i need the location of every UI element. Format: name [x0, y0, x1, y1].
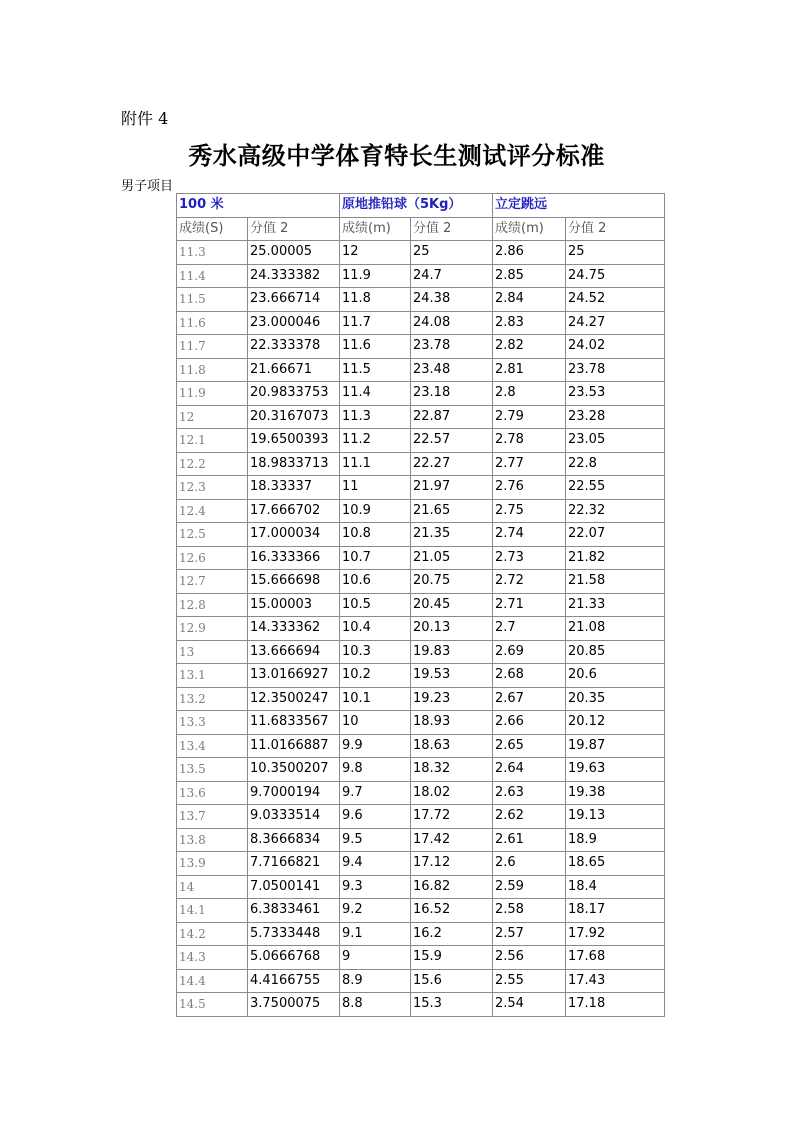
table-cell: 2.54: [493, 993, 566, 1017]
page-title: 秀水高级中学体育特长生测试评分标准: [188, 142, 605, 170]
table-cell: 2.79: [493, 405, 566, 429]
table-cell: 10.2: [340, 664, 411, 688]
table-cell: 11.9: [177, 382, 248, 406]
table-row: [177, 264, 665, 288]
table-cell: 22.55: [566, 476, 665, 500]
table-cell: 18.63: [411, 734, 493, 758]
table-cell: 20.13: [411, 617, 493, 641]
subheader-cell: 成绩(S): [177, 217, 248, 241]
table-cell: 11.6: [177, 311, 248, 335]
table-cell: 2.62: [493, 805, 566, 829]
table-cell: 24.27: [566, 311, 665, 335]
table-cell: 18.02: [411, 781, 493, 805]
table-cell: 11.4: [177, 264, 248, 288]
table-cell: 8.3666834: [248, 828, 340, 852]
group-header-shot-put: 原地推铅球（5Kg）: [340, 194, 493, 218]
table-cell: 3.7500075: [248, 993, 340, 1017]
table-cell: 2.66: [493, 711, 566, 735]
table-cell: 2.59: [493, 875, 566, 899]
table-row: [177, 593, 665, 617]
table-cell: 15.3: [411, 993, 493, 1017]
table-cell: 13.7: [177, 805, 248, 829]
table-cell: 21.58: [566, 570, 665, 594]
table-cell: 11.3: [177, 241, 248, 265]
table-cell: 18.32: [411, 758, 493, 782]
table-cell: 4.4166755: [248, 969, 340, 993]
table-row: [177, 452, 665, 476]
subheader-cell: 分值 2: [411, 217, 493, 241]
table-cell: 2.65: [493, 734, 566, 758]
section-label: 男子项目: [121, 179, 174, 194]
table-cell: 14.1: [177, 899, 248, 923]
table-cell: 21.08: [566, 617, 665, 641]
table-cell: 25.00005: [248, 241, 340, 265]
table-cell: 11.7: [177, 335, 248, 359]
table-cell: 22.57: [411, 429, 493, 453]
table-cell: 10.7: [340, 546, 411, 570]
table-cell: 12.6: [177, 546, 248, 570]
table-cell: 23.48: [411, 358, 493, 382]
table-cell: 17.92: [566, 922, 665, 946]
table-cell: 19.6500393: [248, 429, 340, 453]
table-cell: 21.33: [566, 593, 665, 617]
table-row: [177, 899, 665, 923]
table-cell: 20.6: [566, 664, 665, 688]
table-cell: 2.73: [493, 546, 566, 570]
table-cell: 22.87: [411, 405, 493, 429]
table-cell: 16.52: [411, 899, 493, 923]
subheader-cell: 成绩(m): [493, 217, 566, 241]
table-cell: 9.4: [340, 852, 411, 876]
table-cell: 16.333366: [248, 546, 340, 570]
table-cell: 17.43: [566, 969, 665, 993]
table-cell: 2.67: [493, 687, 566, 711]
table-cell: 17.68: [566, 946, 665, 970]
table-cell: 13.5: [177, 758, 248, 782]
table-row: [177, 664, 665, 688]
table-cell: 17.18: [566, 993, 665, 1017]
table-cell: 21.35: [411, 523, 493, 547]
table-cell: 23.18: [411, 382, 493, 406]
table-cell: 19.63: [566, 758, 665, 782]
table-cell: 13.2: [177, 687, 248, 711]
table-cell: 13.9: [177, 852, 248, 876]
table-cell: 12.4: [177, 499, 248, 523]
table-cell: 20.45: [411, 593, 493, 617]
table-cell: 2.81: [493, 358, 566, 382]
table-cell: 2.77: [493, 452, 566, 476]
table-row: [177, 687, 665, 711]
table-cell: 13: [177, 640, 248, 664]
table-row: [177, 382, 665, 406]
table-cell: 18.17: [566, 899, 665, 923]
table-cell: 2.82: [493, 335, 566, 359]
table-cell: 6.3833461: [248, 899, 340, 923]
table-row: [177, 781, 665, 805]
table-cell: 2.85: [493, 264, 566, 288]
table-cell: 18.33337: [248, 476, 340, 500]
subheader-row: [177, 217, 665, 241]
table-cell: 2.7: [493, 617, 566, 641]
table-cell: 17.42: [411, 828, 493, 852]
table-cell: 12.2: [177, 452, 248, 476]
table-cell: 11.7: [340, 311, 411, 335]
table-cell: 11.6833567: [248, 711, 340, 735]
table-cell: 9.6: [340, 805, 411, 829]
table-row: [177, 922, 665, 946]
table-cell: 7.7166821: [248, 852, 340, 876]
table-cell: 20.35: [566, 687, 665, 711]
table-cell: 10.9: [340, 499, 411, 523]
table-cell: 2.8: [493, 382, 566, 406]
table-cell: 9.3: [340, 875, 411, 899]
table-cell: 22.07: [566, 523, 665, 547]
table-row: [177, 429, 665, 453]
table-cell: 2.78: [493, 429, 566, 453]
table-cell: 11.1: [340, 452, 411, 476]
table-cell: 2.56: [493, 946, 566, 970]
table-cell: 10.3500207: [248, 758, 340, 782]
table-cell: 14.3: [177, 946, 248, 970]
table-cell: 11.4: [340, 382, 411, 406]
table-cell: 24.08: [411, 311, 493, 335]
table-cell: 2.71: [493, 593, 566, 617]
table-cell: 15.9: [411, 946, 493, 970]
table-cell: 10: [340, 711, 411, 735]
table-row: [177, 946, 665, 970]
table-cell: 22.27: [411, 452, 493, 476]
table-row: [177, 546, 665, 570]
table-cell: 12.3: [177, 476, 248, 500]
group-header-100m: 100 米: [177, 194, 340, 218]
table-cell: 21.05: [411, 546, 493, 570]
table-cell: 13.1: [177, 664, 248, 688]
table-cell: 19.53: [411, 664, 493, 688]
table-row: [177, 523, 665, 547]
table-cell: 14.2: [177, 922, 248, 946]
table-cell: 9.2: [340, 899, 411, 923]
table-cell: 10.4: [340, 617, 411, 641]
table-cell: 14: [177, 875, 248, 899]
table-cell: 18.93: [411, 711, 493, 735]
table-cell: 11.6: [340, 335, 411, 359]
table-cell: 2.68: [493, 664, 566, 688]
table-cell: 24.75: [566, 264, 665, 288]
subheader-cell: 成绩(m): [340, 217, 411, 241]
table-cell: 2.64: [493, 758, 566, 782]
table-row: [177, 969, 665, 993]
table-cell: 17.000034: [248, 523, 340, 547]
table-row: [177, 241, 665, 265]
table-row: [177, 828, 665, 852]
table-cell: 20.9833753: [248, 382, 340, 406]
table-cell: 8.9: [340, 969, 411, 993]
table-cell: 2.6: [493, 852, 566, 876]
table-row: [177, 758, 665, 782]
table-cell: 19.83: [411, 640, 493, 664]
table-cell: 10.5: [340, 593, 411, 617]
table-cell: 15.6: [411, 969, 493, 993]
table-row: [177, 405, 665, 429]
table-cell: 22.333378: [248, 335, 340, 359]
table-cell: 10.1: [340, 687, 411, 711]
table-cell: 23.05: [566, 429, 665, 453]
table-cell: 14.5: [177, 993, 248, 1017]
table-cell: 17.12: [411, 852, 493, 876]
table-cell: 15.666698: [248, 570, 340, 594]
table-cell: 11.3: [340, 405, 411, 429]
table-cell: 5.0666768: [248, 946, 340, 970]
table-row: [177, 640, 665, 664]
table-cell: 16.82: [411, 875, 493, 899]
table-cell: 5.7333448: [248, 922, 340, 946]
table-cell: 25: [566, 241, 665, 265]
table-cell: 18.9: [566, 828, 665, 852]
table-cell: 9.8: [340, 758, 411, 782]
table-cell: 20.3167073: [248, 405, 340, 429]
annex-label: 附件 4: [121, 109, 169, 128]
table-cell: 20.12: [566, 711, 665, 735]
table-cell: 19.87: [566, 734, 665, 758]
table-cell: 21.65: [411, 499, 493, 523]
table-row: [177, 852, 665, 876]
table-row: [177, 311, 665, 335]
table-cell: 20.75: [411, 570, 493, 594]
table-cell: 21.66671: [248, 358, 340, 382]
table-cell: 19.23: [411, 687, 493, 711]
table-row: [177, 570, 665, 594]
table-cell: 21.82: [566, 546, 665, 570]
table-cell: 2.63: [493, 781, 566, 805]
subheader-cell: 分值 2: [566, 217, 665, 241]
table-cell: 23.78: [566, 358, 665, 382]
table-cell: 24.7: [411, 264, 493, 288]
table-cell: 14.4: [177, 969, 248, 993]
table-cell: 2.86: [493, 241, 566, 265]
table-cell: 12.9: [177, 617, 248, 641]
table-cell: 24.52: [566, 288, 665, 312]
table-row: [177, 499, 665, 523]
table-cell: 18.65: [566, 852, 665, 876]
table-cell: 22.32: [566, 499, 665, 523]
table-row: [177, 993, 665, 1017]
table-cell: 2.74: [493, 523, 566, 547]
table-cell: 2.57: [493, 922, 566, 946]
table-cell: 9: [340, 946, 411, 970]
table-cell: 9.9: [340, 734, 411, 758]
table-cell: 12.5: [177, 523, 248, 547]
table-cell: 16.2: [411, 922, 493, 946]
table-cell: 9.1: [340, 922, 411, 946]
scoring-table: [176, 193, 665, 1017]
table-cell: 24.333382: [248, 264, 340, 288]
table-cell: 20.85: [566, 640, 665, 664]
table-cell: 10.8: [340, 523, 411, 547]
table-cell: 24.38: [411, 288, 493, 312]
table-row: [177, 711, 665, 735]
table-cell: 18.4: [566, 875, 665, 899]
table-cell: 13.0166927: [248, 664, 340, 688]
table-cell: 23.53: [566, 382, 665, 406]
table-cell: 9.5: [340, 828, 411, 852]
table-row: [177, 875, 665, 899]
table-cell: 10.6: [340, 570, 411, 594]
table-cell: 25: [411, 241, 493, 265]
table-cell: 21.97: [411, 476, 493, 500]
table-cell: 11.8: [340, 288, 411, 312]
table-cell: 2.76: [493, 476, 566, 500]
table-cell: 13.3: [177, 711, 248, 735]
subheader-cell: 分值 2: [248, 217, 340, 241]
group-header-standing-long-jump: 立定跳远: [493, 194, 665, 218]
table-cell: 12: [177, 405, 248, 429]
table-cell: 15.00003: [248, 593, 340, 617]
table-cell: 8.8: [340, 993, 411, 1017]
table-cell: 2.55: [493, 969, 566, 993]
group-header-row: [177, 194, 665, 218]
table-row: [177, 476, 665, 500]
table-cell: 12.8: [177, 593, 248, 617]
table-row: [177, 617, 665, 641]
table-cell: 11.5: [340, 358, 411, 382]
table-cell: 11.9: [340, 264, 411, 288]
table-cell: 23.000046: [248, 311, 340, 335]
table-cell: 2.58: [493, 899, 566, 923]
table-cell: 9.7000194: [248, 781, 340, 805]
table-cell: 18.9833713: [248, 452, 340, 476]
table-cell: 17.72: [411, 805, 493, 829]
table-cell: 12.3500247: [248, 687, 340, 711]
table-cell: 12.7: [177, 570, 248, 594]
table-cell: 13.4: [177, 734, 248, 758]
table-cell: 11.2: [340, 429, 411, 453]
table-cell: 2.72: [493, 570, 566, 594]
table-cell: 23.28: [566, 405, 665, 429]
table-cell: 11.5: [177, 288, 248, 312]
table-cell: 11.0166887: [248, 734, 340, 758]
table-cell: 13.6: [177, 781, 248, 805]
table-cell: 2.75: [493, 499, 566, 523]
table-cell: 9.0333514: [248, 805, 340, 829]
table-row: [177, 358, 665, 382]
table-cell: 17.666702: [248, 499, 340, 523]
table-cell: 13.8: [177, 828, 248, 852]
table-cell: 19.13: [566, 805, 665, 829]
table-cell: 2.61: [493, 828, 566, 852]
table-cell: 2.69: [493, 640, 566, 664]
table-cell: 10.3: [340, 640, 411, 664]
table-cell: 7.0500141: [248, 875, 340, 899]
table-row: [177, 335, 665, 359]
table-cell: 11.8: [177, 358, 248, 382]
table-cell: 22.8: [566, 452, 665, 476]
table-cell: 19.38: [566, 781, 665, 805]
table-row: [177, 805, 665, 829]
table-row: [177, 734, 665, 758]
table-row: [177, 288, 665, 312]
table-cell: 14.333362: [248, 617, 340, 641]
table-cell: 12: [340, 241, 411, 265]
table-cell: 12.1: [177, 429, 248, 453]
table-cell: 24.02: [566, 335, 665, 359]
table-cell: 2.83: [493, 311, 566, 335]
table-cell: 9.7: [340, 781, 411, 805]
table-cell: 2.84: [493, 288, 566, 312]
table-cell: 23.666714: [248, 288, 340, 312]
table-cell: 13.666694: [248, 640, 340, 664]
table-cell: 23.78: [411, 335, 493, 359]
table-cell: 11: [340, 476, 411, 500]
